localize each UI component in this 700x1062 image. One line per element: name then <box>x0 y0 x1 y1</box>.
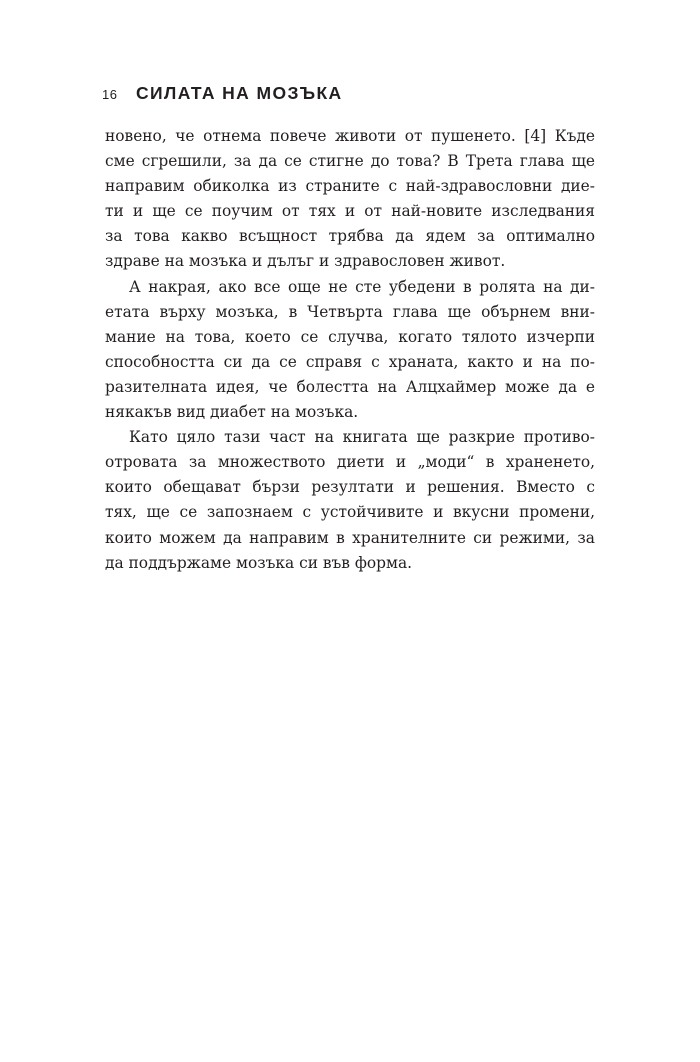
text-line: новено, че отнема повече животи от пушенето. [4] Къде <box>105 127 595 145</box>
text-line: направим обиколка из страните с най-здравословни дие- <box>105 177 595 196</box>
book-title: СИЛАТА НА МОЗЪКА <box>136 83 343 103</box>
text-line: отровата за множеството диети и „моди“ в храненето, <box>105 453 595 472</box>
text-line: тях, ще се запознаем с устойчивите и вкусни промени, <box>105 503 595 522</box>
body-text <box>105 124 595 576</box>
text-line: способността си да се справя с храната, както и на по- <box>105 352 595 371</box>
paragraph <box>105 425 595 576</box>
text-line: разителната идея, че болестта на Алцхаймер може да е <box>105 377 595 396</box>
paragraph <box>105 124 595 275</box>
text-line: Като цяло тази част на книгата ще разкрие противо- <box>129 428 595 447</box>
text-line: мание на това, което се случва, когато тялото изчерпи <box>105 327 595 346</box>
text-line: А накрая, ако все още не сте убедени в ролята на ди- <box>129 277 595 296</box>
text-line: които можем да направим в хранителните си режими, за <box>105 528 595 547</box>
text-line: които обещават бързи резултати и решения. Вместо с <box>105 478 595 497</box>
running-head <box>102 83 343 107</box>
text-line: за това какво всъщност трябва да ядем за оптимално <box>105 227 595 246</box>
text-line: здраве на мозъка и дълъг и здравословен живот. <box>105 252 506 271</box>
text-line: някакъв вид диабет на мозъка. <box>105 403 359 422</box>
text-line: да поддържаме мозъка си във форма. <box>105 553 413 572</box>
text-line: етата върху мозъка, в Четвърта глава ще обърнем вни- <box>105 302 595 321</box>
paragraph <box>105 275 595 426</box>
text-line: сме сгрешили, за да се стигне до това? В Трета глава ще <box>105 152 595 171</box>
page-number: 16 <box>102 87 118 102</box>
text-line: ти и ще се поучим от тях и от най-новите изследвания <box>105 202 595 221</box>
